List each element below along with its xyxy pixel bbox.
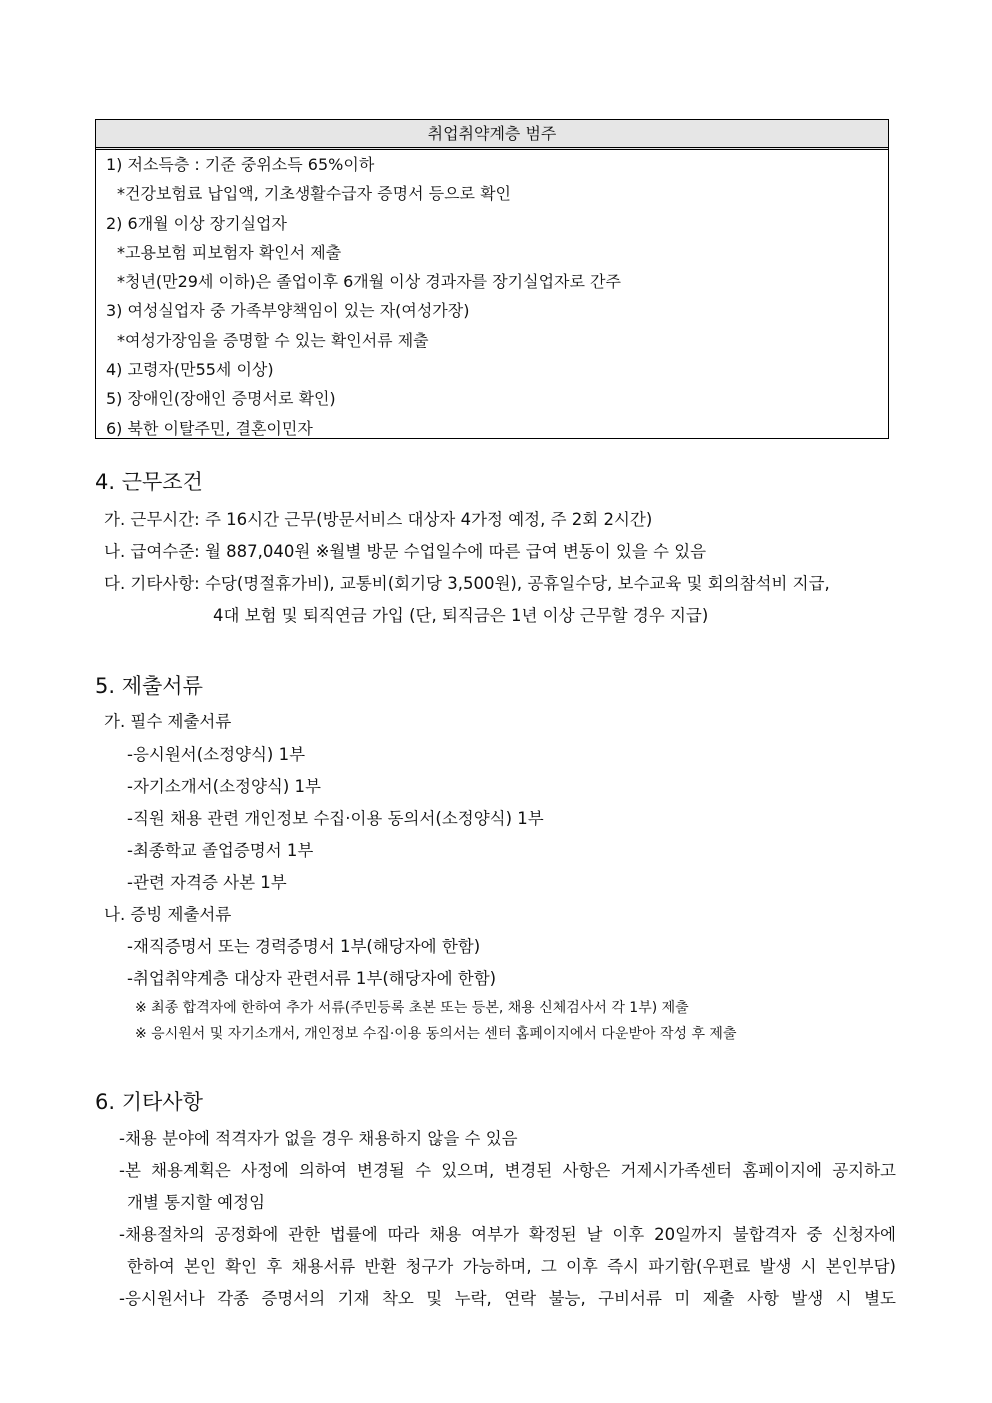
category-line: 6) 북한 이탈주민, 결혼이민자 [106, 418, 313, 438]
category-box-body [96, 150, 888, 443]
category-note: *청년(만29세 이하)은 졸업이후 6개월 이상 경과자를 장기실업자로 간주 [117, 272, 621, 292]
category-box-title: 취업취약계층 범주 [96, 120, 888, 150]
misc-item: -본 채용계획은 사정에 의하여 변경될 수 있으며, 변경된 사항은 거제시가족센터 홈페이지에 공지하고 [119, 1161, 896, 1180]
category-line: 3) 여성실업자 중 가족부양책임이 있는 자(여성가장) [106, 301, 470, 321]
required-docs-header: 가. 필수 제출서류 [104, 712, 232, 731]
category-note: *여성가장임을 증명할 수 있는 확인서류 제출 [117, 330, 429, 350]
category-line: 1) 저소득층 : 기준 중위소득 65%이하 [106, 155, 375, 174]
category-line: 5) 장애인(장애인 증명서로 확인) [106, 389, 336, 409]
misc-item: -채용 분야에 적격자가 없을 경우 채용하지 않을 수 있음 [119, 1129, 518, 1148]
work-hours: 가. 근무시간: 주 16시간 근무(방문서비스 대상자 4가정 예정, 주 2회 2시간) [104, 510, 653, 529]
other-terms-cont: 4대 보험 및 퇴직연금 가입 (단, 퇴직금은 1년 이상 근무할 경우 지급) [213, 606, 709, 625]
required-doc: -자기소개서(소정양식) 1부 [127, 777, 321, 796]
salary-level: 나. 급여수준: 월 887,040원 ※월별 방문 수업일수에 따른 급여 변동이 있을 수 있음 [104, 542, 707, 561]
misc-item-cont: 한하여 본인 확인 후 채용서류 반환 청구가 가능하며, 그 이후 즉시 파기함(우편료 발생 시 본인부담) [127, 1257, 896, 1276]
misc-item: -응시원서나 각종 증명서의 기재 착오 및 누락, 연락 불능, 구비서류 미 제출 사항 발생 시 별도 [119, 1289, 896, 1308]
required-doc: -응시원서(소정양식) 1부 [127, 745, 306, 764]
section-6-title: 6. 기타사항 [95, 1090, 203, 1114]
category-box [95, 119, 889, 439]
other-terms: 다. 기타사항: 수당(명절휴가비), 교통비(회기당 3,500원), 공휴일수당, 보수교육 및 회의참석비 지급, [104, 574, 830, 593]
required-doc: -최종학교 졸업증명서 1부 [127, 841, 314, 860]
required-doc: -관련 자격증 사본 1부 [127, 873, 287, 892]
misc-item-cont: 개별 통지할 예정임 [127, 1193, 266, 1212]
category-line: 2) 6개월 이상 장기실업자 [106, 213, 287, 233]
doc-note: ※ 응시원서 및 자기소개서, 개인정보 수집·이용 동의서는 센터 홈페이지에서 다운받아 작성 후 제출 [135, 1026, 737, 1042]
category-line: 4) 고령자(만55세 이상) [106, 360, 274, 380]
category-note: *건강보험료 납입액, 기초생활수급자 증명서 등으로 확인 [117, 184, 512, 204]
proof-doc: -재직증명서 또는 경력증명서 1부(해당자에 한함) [127, 937, 481, 956]
doc-note: ※ 최종 합격자에 한하여 추가 서류(주민등록 초본 또는 등본, 채용 신체검사서 각 1부) 제출 [135, 1000, 689, 1016]
misc-item: -채용절차의 공정화에 관한 법률에 따라 채용 여부가 확정된 날 이후 20일까지 불합격자 중 신청자에 [119, 1225, 896, 1244]
section-4-title: 4. 근무조건 [95, 470, 203, 494]
category-note: *고용보험 피보험자 확인서 제출 [117, 242, 342, 262]
section-5-title: 5. 제출서류 [95, 674, 203, 698]
proof-docs-header: 나. 증빙 제출서류 [104, 905, 232, 924]
proof-doc: -취업취약계층 대상자 관련서류 1부(해당자에 한함) [127, 969, 497, 988]
required-doc: -직원 채용 관련 개인정보 수집·이용 동의서(소정양식) 1부 [127, 809, 544, 828]
